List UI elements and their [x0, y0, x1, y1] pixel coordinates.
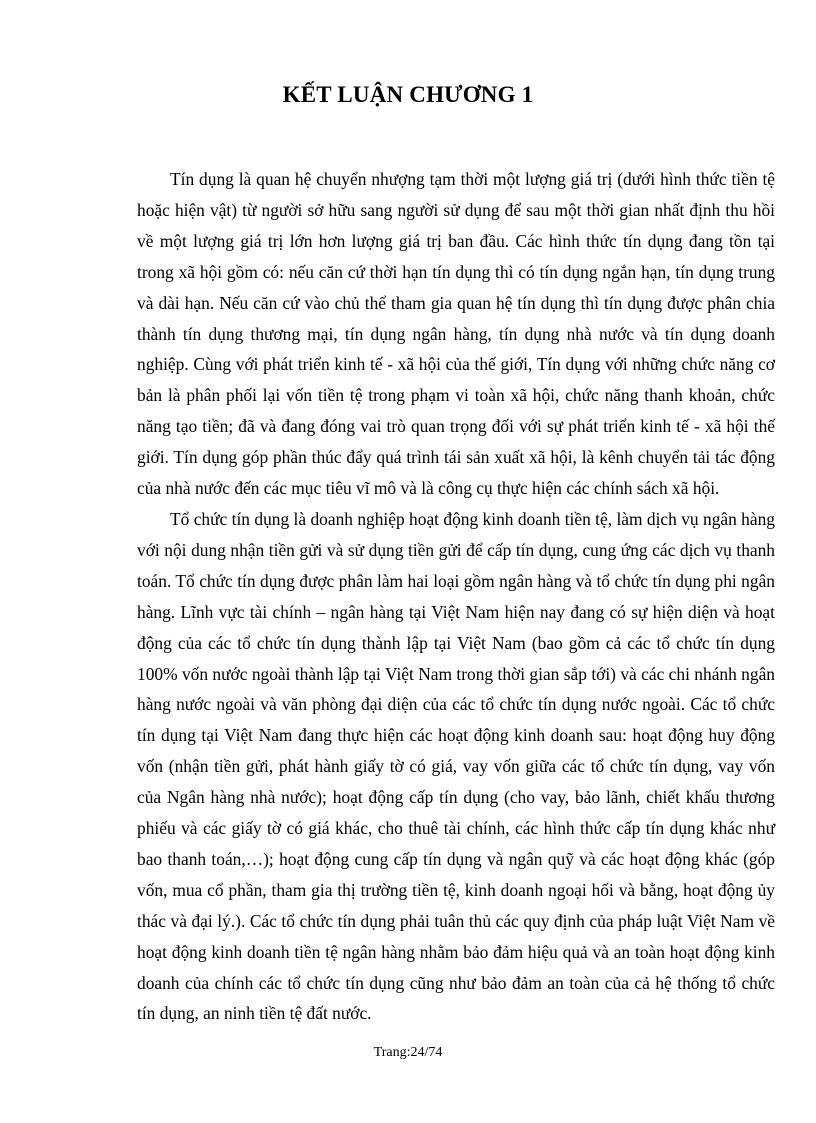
paragraph-credit-definition: Tín dụng là quan hệ chuyển nhượng tạm thời một lượng giá trị (dưới hình thức tiền tệ hoặc hiện vật) từ người sở hữu sang người sử dụng để sau một thời gian nhất định thu hồi về một lượng giá trị lớn hơn lượng giá trị ban đầu. Các hình thức tín dụng đang tồn tại trong xã hội gồm có: nếu căn cứ thời hạn tín dụng thì có tín dụng ngắn hạn, tín dụng trung và dài hạn. Nếu căn cứ vào chủ thể tham gia quan hệ tín dụng thì tín dụng được phân chia thành tín dụng thương mại, tín dụng ngân hàng, tín dụng nhà nước và tín dụng doanh nghiệp. Cùng với phát triển kinh tế - xã hội của thế giới, Tín dụng với những chức năng cơ bản là phân phối lại vốn tiền tệ trong phạm vi toàn xã hội, chức năng thanh khoản, chức năng tạo tiền; đã và đang đóng vai trò quan trọng đối với sự phát triển kinh tế - xã hội thế giới. Tín dụng góp phần thúc đẩy quá trình tái sản xuất xã hội, là kênh chuyển tải tác động của nhà nước đến các mục tiêu vĩ mô và là công cụ thực hiện các chính sách xã hội. [137, 169, 775, 499]
body-text [137, 164, 775, 1029]
page-number: Trang:24/74 [373, 1045, 443, 1060]
paragraph-credit-institutions: Tổ chức tín dụng là doanh nghiệp hoạt động kinh doanh tiền tệ, làm dịch vụ ngân hàng với nội dung nhận tiền gửi và sử dụng tiền gửi để cấp tín dụng, cung ứng các dịch vụ thanh toán. Tổ chức tín dụng được phân làm hai loại gồm ngân hàng và tổ chức tín dụng phi ngân hàng. Lĩnh vực tài chính – ngân hàng tại Việt Nam hiện nay đang có sự hiện diện và hoạt động của các tổ chức tín dụng thành lập tại Việt Nam (bao gồm cả các tổ chức tín dụng 100% vốn nước ngoài thành lập tại Việt Nam trong thời gian sắp tới) và các chi nhánh ngân hàng nước ngoài và văn phòng đại diện của các tổ chức tín dụng nước ngoài. Các tổ chức tín dụng tại Việt Nam đang thực hiện các hoạt động kinh doanh sau: hoạt động huy động vốn (nhận tiền gửi, phát hành giấy tờ có giá, vay vốn giữa các tổ chức tín dụng, vay vốn của Ngân hàng nhà nước); hoạt động cấp tín dụng (cho vay, bảo lãnh, chiết khấu thương phiếu và các giấy tờ có giá khác, cho thuê tài chính, các hình thức cấp tín dụng khác như bao thanh toán,…); hoạt động cung cấp tín dụng và ngân quỹ và các hoạt động khác (góp vốn, mua cổ phần, tham gia thị trường tiền tệ, kinh doanh ngoại hối và bằng, hoạt động ủy thác và đại lý.). Các tổ chức tín dụng phải tuân thủ các quy định của pháp luật Việt Nam về hoạt động kinh doanh tiền tệ ngân hàng nhằm bảo đảm hiệu quả và an toàn hoạt động kinh doanh của chính các tổ chức tín dụng cũng như bảo đảm an toàn của cả hệ thống tổ chức tín dụng, an ninh tiền tệ đất nước. [137, 508, 775, 1024]
chapter-conclusion-title: KẾT LUẬN CHƯƠNG 1 [282, 82, 534, 107]
